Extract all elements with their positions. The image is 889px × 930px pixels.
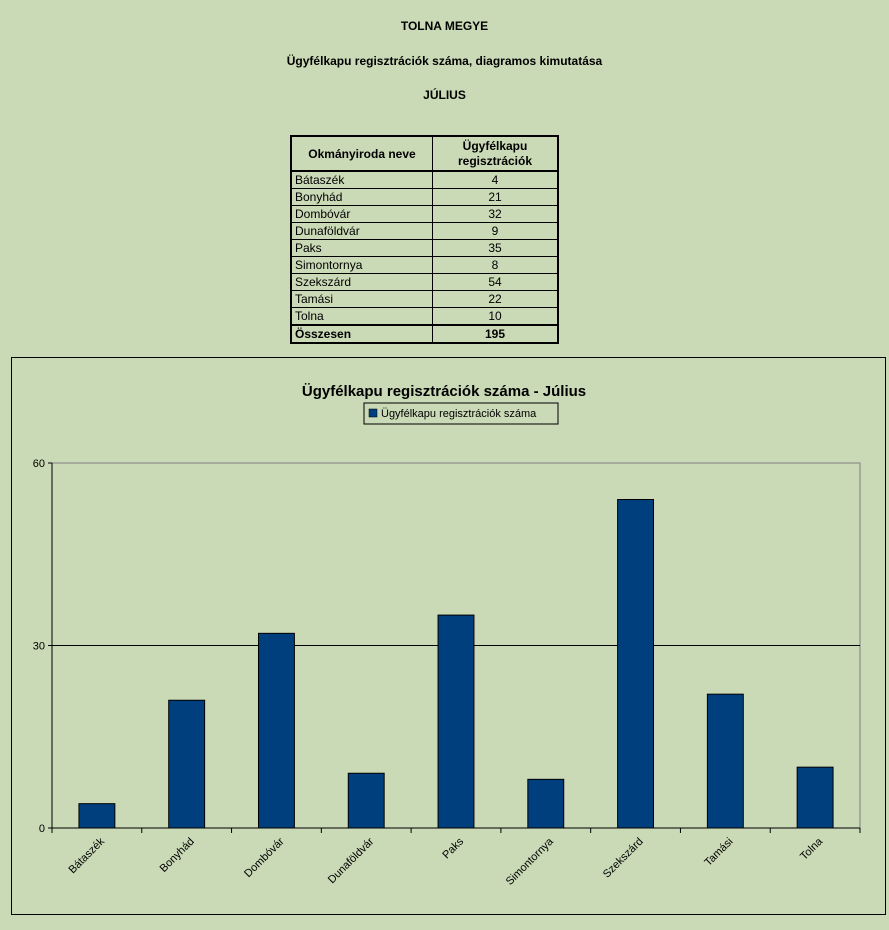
table-row xyxy=(291,189,558,206)
x-tick-label: Tolna xyxy=(798,835,826,863)
registration-count: 32 xyxy=(433,206,559,223)
bar-bonyhád xyxy=(169,700,205,828)
registration-count: 4 xyxy=(433,171,559,189)
y-tick-label: 0 xyxy=(38,823,45,835)
office-name: Tamási xyxy=(291,291,433,308)
col-header-line2: regisztrációk xyxy=(457,153,533,168)
bar-simontornya xyxy=(528,779,564,828)
office-name: Szekszárd xyxy=(291,274,433,291)
table-row xyxy=(291,223,558,240)
bar-dombóvár xyxy=(258,633,294,828)
table-row xyxy=(291,171,558,189)
chart-area xyxy=(11,357,886,915)
registration-count: 35 xyxy=(433,240,559,257)
registration-table xyxy=(290,135,559,344)
y-tick-label: 60 xyxy=(32,458,45,470)
x-tick-label: Bonyhád xyxy=(157,835,197,875)
x-tick-label: Szekszárd xyxy=(600,835,646,881)
table-row xyxy=(291,291,558,308)
legend xyxy=(364,403,558,424)
office-name: Dombóvár xyxy=(291,206,433,223)
bar-bátaszék xyxy=(79,804,115,828)
registration-count: 21 xyxy=(433,189,559,206)
bar-szekszárd xyxy=(618,500,654,829)
x-tick-label: Paks xyxy=(440,835,467,862)
x-tick-label: Tamási xyxy=(702,835,736,869)
table-row xyxy=(291,308,558,326)
month-title: JÚLIUS xyxy=(423,88,466,102)
county-title: TOLNA MEGYE xyxy=(400,19,489,33)
col-header-office: Okmányiroda neve xyxy=(291,136,433,171)
col-header-line1: Ügyfélkapu xyxy=(462,138,528,153)
registration-count: 10 xyxy=(433,308,559,326)
x-tick-label: Dombóvár xyxy=(242,835,287,881)
table-row xyxy=(291,206,558,223)
registration-count: 54 xyxy=(433,274,559,291)
table-row xyxy=(291,257,558,274)
table-row xyxy=(291,240,558,257)
total-label: Összesen xyxy=(291,325,433,343)
office-name: Bátaszék xyxy=(291,171,433,189)
bar-tolna xyxy=(797,767,833,828)
legend-label: Ügyfélkapu regisztrációk száma xyxy=(381,408,537,420)
total-row xyxy=(291,325,558,343)
report-subtitle: Ügyfélkapu regisztrációk száma, diagramos kimutatása xyxy=(286,54,603,68)
registration-count: 9 xyxy=(433,223,559,240)
legend-swatch xyxy=(369,409,377,417)
office-name: Bonyhád xyxy=(291,189,433,206)
registration-count: 22 xyxy=(433,291,559,308)
x-tick-label: Bátaszék xyxy=(66,835,108,877)
office-name: Dunaföldvár xyxy=(291,223,433,240)
chart-title: Ügyfélkapu regisztrációk száma - Július xyxy=(301,383,587,400)
bar-tamási xyxy=(707,694,743,828)
total-value: 195 xyxy=(433,325,559,343)
office-name: Simontornya xyxy=(291,257,433,274)
col-header-registrations xyxy=(433,136,559,171)
x-tick-label: Dunaföldvár xyxy=(325,835,377,887)
y-tick-label: 30 xyxy=(32,640,45,653)
office-name: Tolna xyxy=(291,308,433,326)
x-tick-label: Simontornya xyxy=(503,835,556,888)
office-name: Paks xyxy=(291,240,433,257)
bar-dunaföldvár xyxy=(348,773,384,828)
bar-chart xyxy=(12,358,885,914)
table-row xyxy=(291,274,558,291)
registration-count: 8 xyxy=(433,257,559,274)
bar-paks xyxy=(438,615,474,828)
